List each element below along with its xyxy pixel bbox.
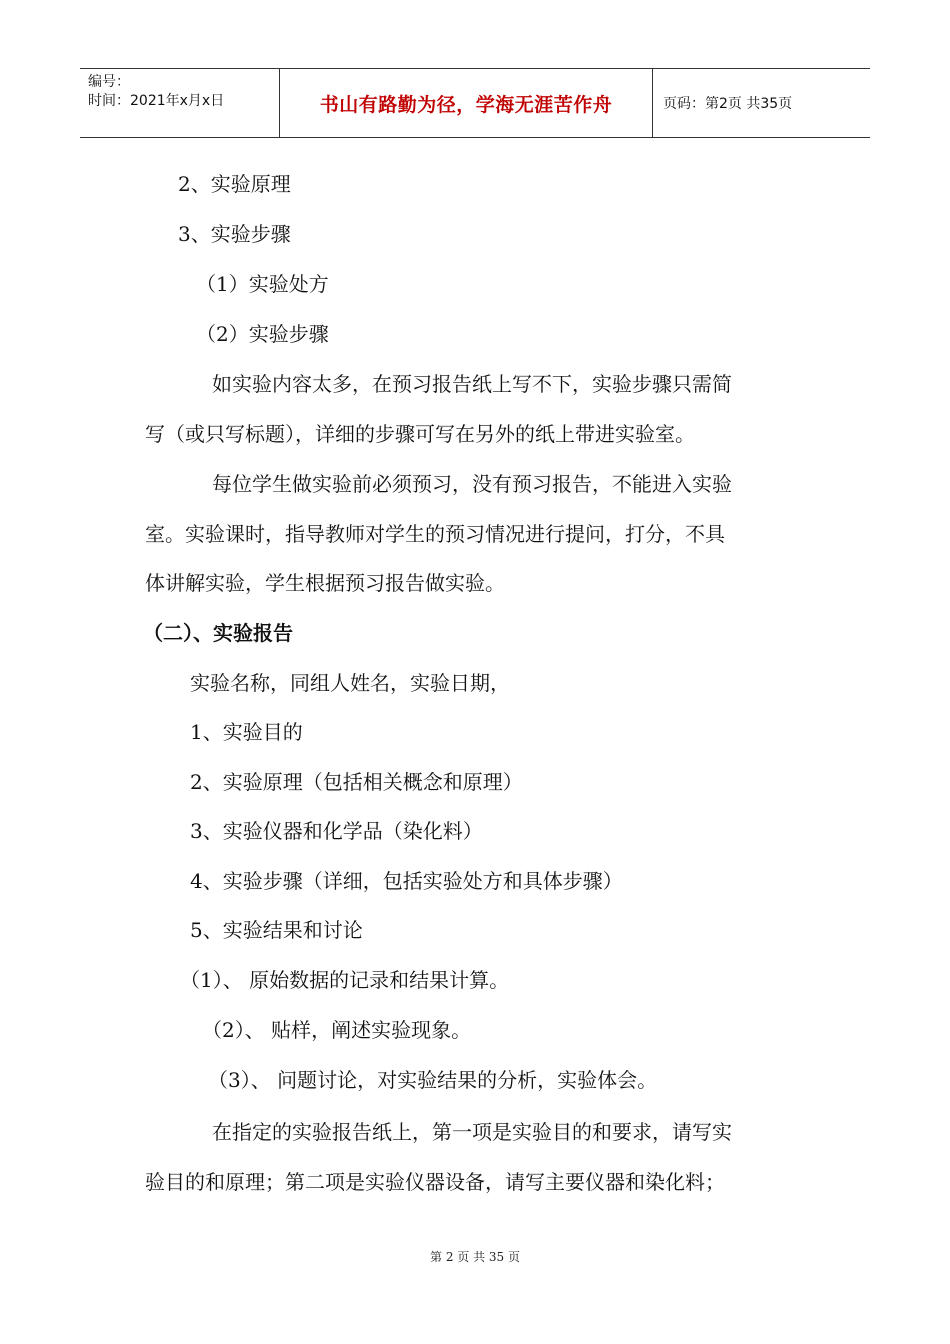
report-subitem: （1）、 原始数据的记录和结果计算。 (180, 968, 510, 992)
report-subitem: （3）、 问题讨论，对实验结果的分析，实验体会。 (208, 1068, 658, 1092)
report-intro: 实验名称，同组人姓名，实验日期， (190, 671, 510, 695)
time-label: 时间：2021年x月x日 (88, 93, 225, 109)
page-footer: 第 2 页 共 35 页 (430, 1250, 520, 1264)
header-meta (80, 69, 280, 137)
section-title: （二）、实验报告 (143, 621, 293, 645)
item-steps: 3、实验步骤 (178, 222, 291, 246)
item-principle: 2、实验原理 (178, 172, 291, 196)
paragraph-line: 写（或只写标题），详细的步骤可写在另外的纸上带进实验室。 (145, 422, 695, 446)
report-item: 4、实验步骤（详细，包括实验处方和具体步骤） (190, 869, 623, 893)
paragraph-line: 室。实验课时，指导教师对学生的预习情况进行提问，打分，不具 (145, 522, 725, 546)
paragraph-line: 每位学生做实验前必须预习，没有预习报告，不能进入实验 (212, 472, 732, 496)
report-item: 1、实验目的 (190, 720, 303, 744)
report-item: 5、实验结果和讨论 (190, 918, 363, 942)
report-subitem: （2）、 贴样，阐述实验现象。 (202, 1018, 472, 1042)
item-procedure: （2）实验步骤 (196, 322, 329, 346)
header-page-info: 页码：第2页 共35页 (663, 96, 793, 112)
header-motto: 书山有路勤为径，学海无涯苦作舟 (280, 69, 653, 137)
report-item: 3、实验仪器和化学品（染化料） (190, 819, 483, 843)
number-label: 编号： (88, 74, 130, 90)
page-header (80, 68, 870, 138)
report-item: 2、实验原理（包括相关概念和原理） (190, 770, 523, 794)
item-prescription: （1）实验处方 (196, 272, 329, 296)
paragraph-line: 验目的和原理；第二项是实验仪器设备，请写主要仪器和染化料； (145, 1170, 725, 1194)
paragraph-line: 在指定的实验报告纸上，第一项是实验目的和要求，请写实 (212, 1120, 732, 1144)
paragraph-line: 体讲解实验，学生根据预习报告做实验。 (145, 571, 505, 595)
paragraph-line: 如实验内容太多，在预习报告纸上写不下，实验步骤只需简 (212, 372, 732, 396)
